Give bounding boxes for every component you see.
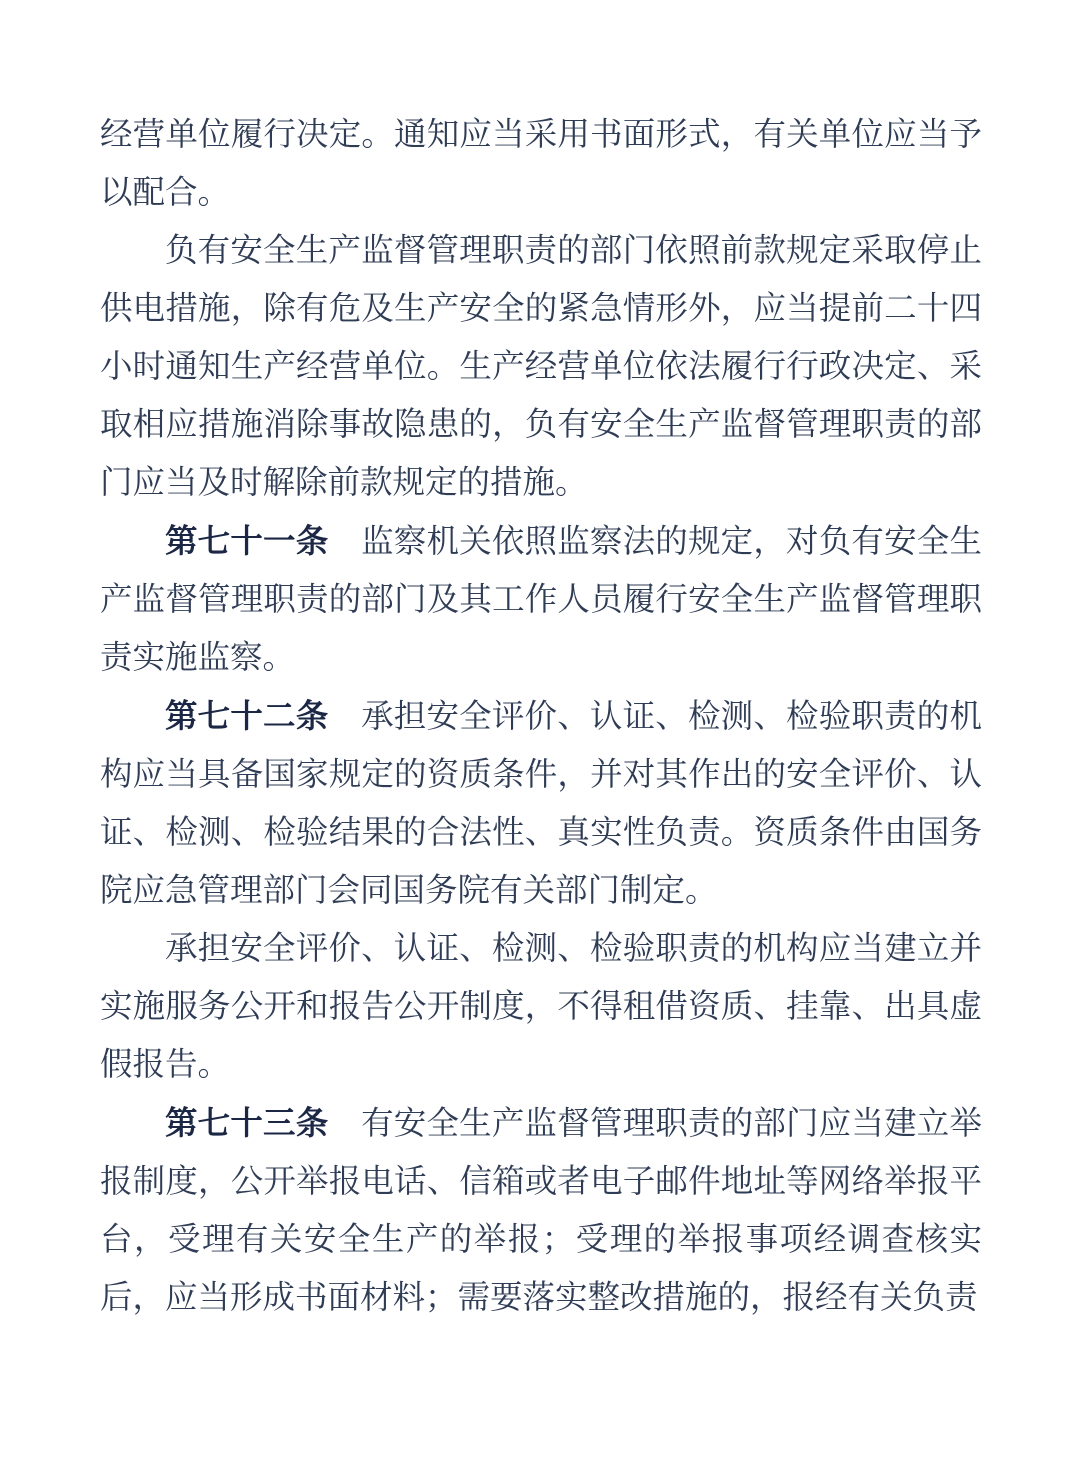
article-number: 第七十三条 <box>165 1105 329 1141</box>
paragraph-text: 负有安全生产监督管理职责的部门依照前款规定采取停止供电措施，除有危及生产安全的紧急情形外，应当提前二十四小时通知生产经营单位。生产经营单位依法履行行政决定、采取相应措施消除事故隐患的，负有安全生产监督管理职责的部门应当及时解除前款规定的措施。 <box>100 233 982 501</box>
paragraph <box>100 512 982 687</box>
paragraph <box>100 920 982 1094</box>
paragraph <box>100 687 982 920</box>
paragraph-text: 承担安全评价、认证、检测、检验职责的机构应当具备国家规定的资质条件，并对其作出的安全评价、认证、检测、检验结果的合法性、真实性负责。资质条件由国务院应急管理部门会同国务院有关部门制定。 <box>100 699 982 909</box>
paragraph-text: 监察机关依照监察法的规定，对负有安全生产监督管理职责的部门及其工作人员履行安全生产监督管理职责实施监察。 <box>100 524 982 676</box>
paragraph <box>100 222 982 512</box>
paragraph-text: 承担安全评价、认证、检测、检验职责的机构应当建立并实施服务公开和报告公开制度，不得租借资质、挂靠、出具虚假报告。 <box>100 931 982 1083</box>
paragraph-text: 有安全生产监督管理职责的部门应当建立举报制度，公开举报电话、信箱或者电子邮件地址等网络举报平台，受理有关安全生产的举报；受理的举报事项经调查核实后，应当形成书面材料；需要落实整改措施的，报经有关负责 <box>100 1106 982 1316</box>
document-body <box>100 106 982 1327</box>
paragraph <box>100 1094 982 1327</box>
paragraph-text: 经营单位履行决定。通知应当采用书面形式，有关单位应当予以配合。 <box>100 117 982 211</box>
article-number: 第七十一条 <box>165 523 329 559</box>
article-number: 第七十二条 <box>165 698 329 734</box>
paragraph <box>100 106 982 222</box>
